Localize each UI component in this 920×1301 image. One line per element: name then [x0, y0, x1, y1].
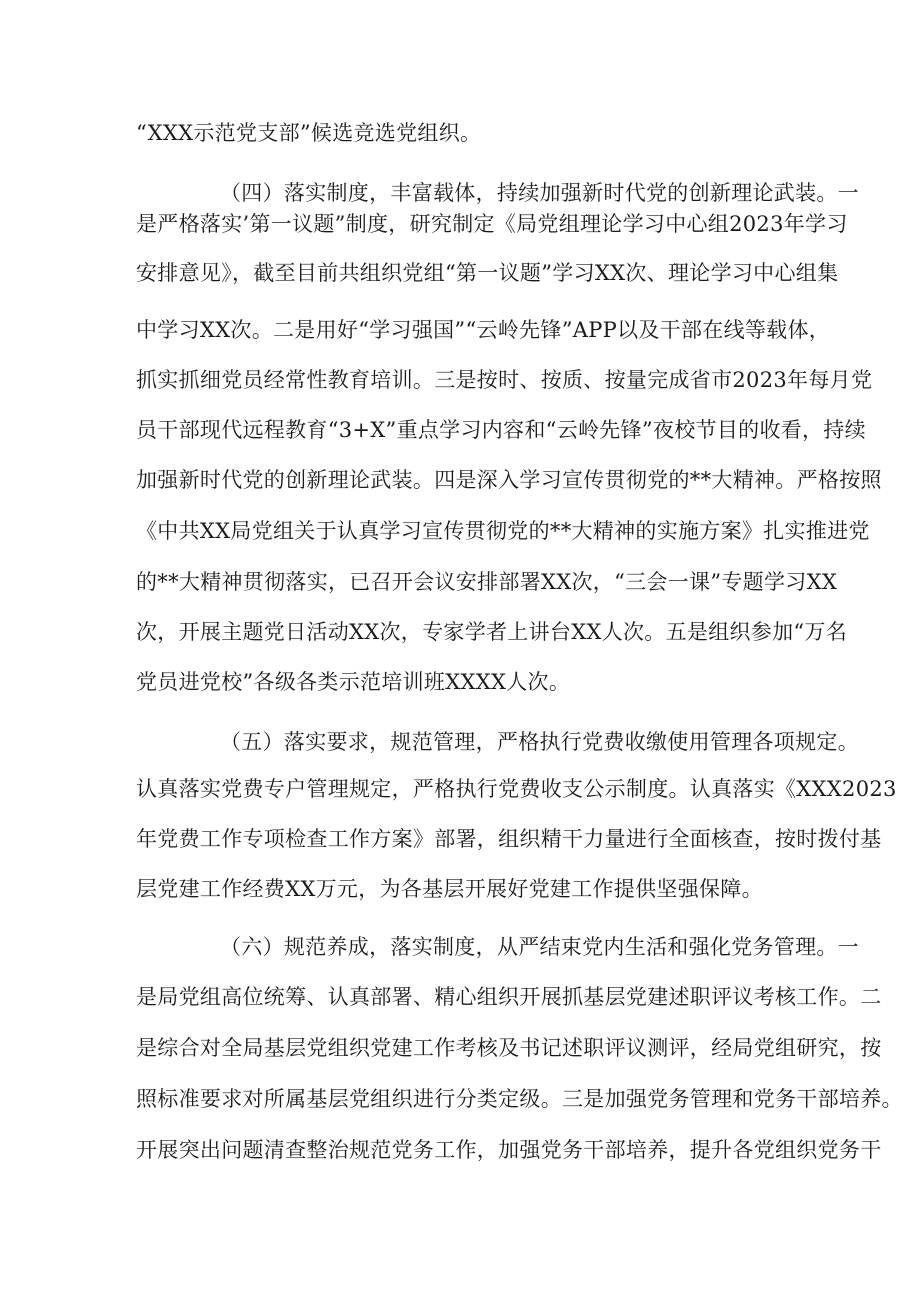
text-line: 中学习XX次。二是用好“学习强国”“云岭先锋”APP以及干部在线等载体，: [136, 318, 831, 342]
text-line: “XXX示范党支部”候选竞选党组织。: [136, 121, 482, 145]
text-line: 年党费工作专项检查工作方案》部署，组织精干力量进行全面核查，按时拨付基: [136, 827, 882, 851]
section-heading-5: （五）落实要求，规范管理，严格执行党费收缴使用管理各项规定。: [220, 730, 859, 754]
text-line: 是严格落实’第一议题”制度，研究制定《局党组理论学习中心组2023年学习: [136, 212, 848, 236]
text-line: 层党建工作经费XX万元，为各基层开展好党建工作提供坚强保障。: [136, 877, 763, 901]
text-line: 加强新时代党的创新理论武装。四是深入学习宣传贯彻党的**大精神。严格按照: [136, 468, 882, 492]
text-line: 的**大精神贯彻落实，已召开会议安排部署XX次，“三会一课”专题学习XX: [136, 570, 838, 594]
text-line: 开展突出问题清查整治规范党务工作，加强党务干部培养，提升各党组织党务干: [136, 1138, 882, 1162]
text-line: 抓实抓细党员经常性教育培训。三是按时、按质、按量完成省市2023年每月党: [136, 368, 873, 392]
text-line: 认真落实党费专户管理规定，严格执行党费收支公示制度。认真落实《XXX2023: [136, 777, 897, 801]
text-line: 是局党组高位统筹、认真部署、精心组织开展抓基层党建述职评议考核工作。二: [136, 985, 882, 1009]
section-heading-6: （六）规范养成，落实制度，从严结束党内生活和强化党务管理。一: [220, 935, 859, 959]
text-line: 次，开展主题党日活动XX次，专家学者上讲台XX人次。五是组织参加“万名: [136, 620, 848, 644]
text-line: 是综合对全局基层党组织党建工作考核及书记述职评议测评，经局党组研究，按: [136, 1036, 882, 1060]
text-line: 安排意见》，截至目前共组织党组“第一议题”学习XX次、理论学习中心组集: [136, 261, 839, 285]
text-line: 党员进党校”各级各类示范培训班XXXX人次。: [136, 670, 571, 694]
text-line: 《中共XX局党组关于认真学习宣传贯彻党的**大精神的实施方案》扎实推进党: [136, 519, 870, 543]
text-line: 员干部现代远程教育“3+X”重点学习内容和“云岭先锋”夜校节目的收看，持续: [136, 418, 866, 442]
text-line: 照标准要求对所属基层党组织进行分类定级。三是加强党务管理和党务干部培养。: [136, 1087, 903, 1111]
section-heading-4: （四）落实制度，丰富载体，持续加强新时代党的创新理论武装。一: [220, 181, 859, 205]
